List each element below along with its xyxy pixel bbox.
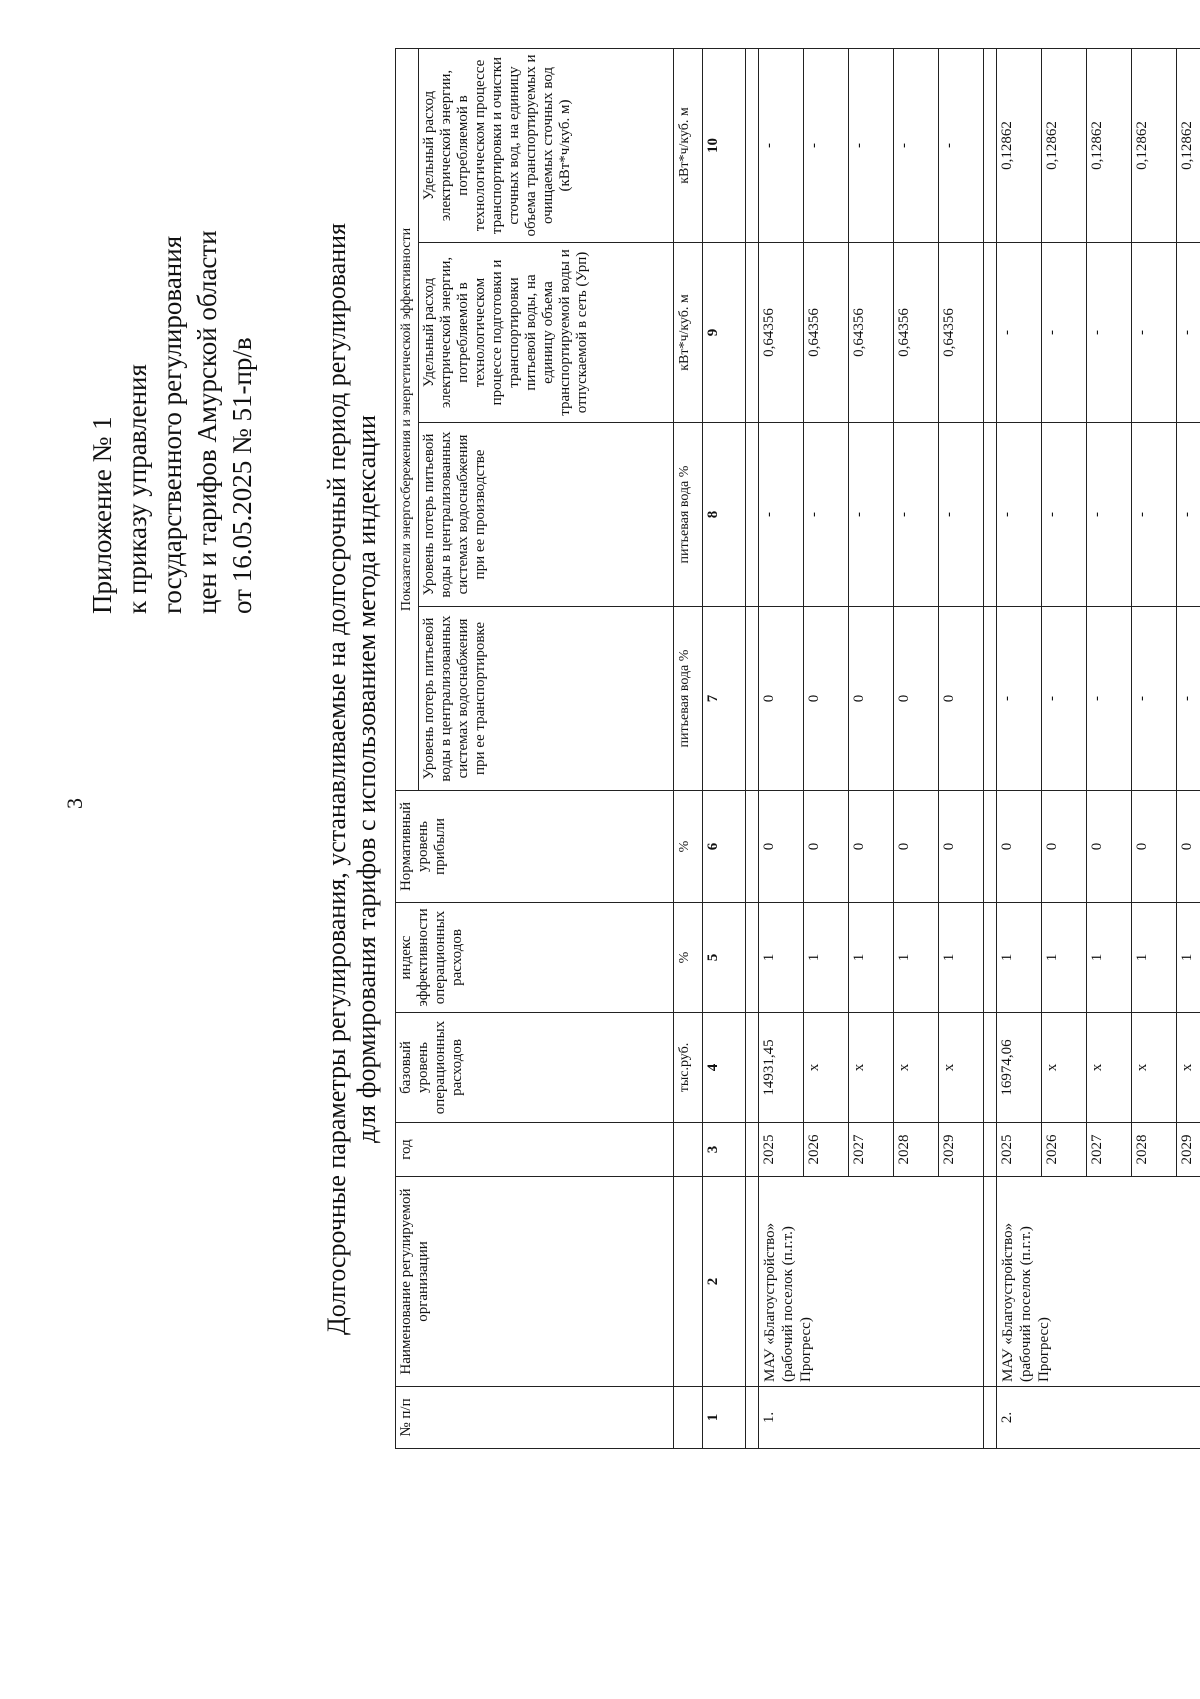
separator-cell [746, 423, 759, 607]
table-cell: х [1177, 1013, 1200, 1123]
table-cell: - [1177, 607, 1200, 791]
table-cell: - [759, 48, 804, 242]
table-row [997, 48, 1042, 1448]
table-cell: - [997, 607, 1042, 791]
table-cell: 0,12862 [1087, 48, 1132, 242]
table-cell: - [804, 423, 849, 607]
table-cell: - [849, 423, 894, 607]
table-cell: 1 [894, 903, 939, 1013]
table-cell: 2026 [804, 1123, 849, 1177]
header-profit-level: Нормативный уровень прибыли [396, 791, 674, 903]
header-base-opex: базовый уровень операционных расходов [396, 1013, 674, 1123]
column-number: 3 [703, 1123, 746, 1177]
table-cell: 0 [759, 791, 804, 903]
appendix-line: цен и тарифов Амурской области [192, 230, 222, 614]
header-efficiency-index: индекс эффективности операционных расходов [396, 903, 674, 1013]
table-cell: 0 [894, 607, 939, 791]
separator-cell [984, 1177, 997, 1387]
separator-cell [984, 607, 997, 791]
table-cell: 0,64356 [804, 243, 849, 423]
header-loss-production: Уровень потерь питьевой воды в централизованных системах водоснабжения при ее производстве [419, 423, 674, 607]
table-cell: х [804, 1013, 849, 1123]
table-cell: 1 [1087, 903, 1132, 1013]
unit-cell: питьевая вода % [674, 423, 703, 607]
table-cell: 0 [1087, 791, 1132, 903]
column-number: 10 [703, 48, 746, 242]
header-energy-group: Показатели энергосбережения и энергетической эффективности [396, 48, 419, 790]
table-row [759, 48, 804, 1448]
unit-cell: питьевая вода % [674, 607, 703, 791]
table-cell: 0,12862 [1177, 48, 1200, 242]
appendix-line: от 16.05.2025 № 51-пр/в [227, 337, 257, 614]
unit-cell: тыс.руб. [674, 1013, 703, 1123]
table-cell: 0 [849, 791, 894, 903]
appendix-line: к приказу управления [122, 364, 152, 614]
unit-cell: % [674, 903, 703, 1013]
header-energy-water: Удельный расход электрической энергии, потребляемой в технологическом процессе подготовки и транспортировки питьевой воды, на единицу объема транспортируемой воды и отпускаемой в сеть (Урп) [419, 243, 674, 423]
table-cell: 1 [1132, 903, 1177, 1013]
table-cell: 2027 [1087, 1123, 1132, 1177]
table-cell: 0,64356 [939, 243, 984, 423]
table-cell: х [1042, 1013, 1087, 1123]
appendix-line: Приложение № 1 [87, 416, 117, 614]
table-cell: х [894, 1013, 939, 1123]
table-cell: 0 [1042, 791, 1087, 903]
header-org: Наименование регулируемой организации [396, 1177, 674, 1387]
column-number: 7 [703, 607, 746, 791]
table-cell: х [849, 1013, 894, 1123]
table-cell: 2029 [939, 1123, 984, 1177]
table-cell: - [849, 48, 894, 242]
table-cell: - [939, 48, 984, 242]
header-num: № п/п [396, 1387, 674, 1449]
table-cell: 0 [1177, 791, 1200, 903]
table-cell: 2026 [1042, 1123, 1087, 1177]
page-number: 3 [62, 798, 87, 809]
table-cell: 2025 [759, 1123, 804, 1177]
separator-cell [984, 423, 997, 607]
table-cell: - [1042, 243, 1087, 423]
table-cell: 0,64356 [759, 243, 804, 423]
table-cell: 0,64356 [894, 243, 939, 423]
table-cell: - [1042, 423, 1087, 607]
title-line-2: для формирования тарифов с использованием метода индексации [352, 414, 381, 1144]
table-cell: 1 [804, 903, 849, 1013]
table-cell: 0 [759, 607, 804, 791]
separator-cell [746, 903, 759, 1013]
table-cell: - [1132, 423, 1177, 607]
column-number: 9 [703, 243, 746, 423]
separator-cell [984, 903, 997, 1013]
unit-cell: кВт*ч/куб. м [674, 243, 703, 423]
table-cell: 0 [804, 791, 849, 903]
table-cell: х [1132, 1013, 1177, 1123]
row-number: 1. [759, 1387, 984, 1449]
parameters-table [395, 48, 1200, 1449]
table-cell: - [1042, 607, 1087, 791]
organization-name: МАУ «Благоустройство» (рабочий поселок (п.г.т.) Прогресс) [759, 1177, 984, 1387]
table-body [746, 48, 1200, 1448]
table-cell: - [997, 243, 1042, 423]
table-cell: 1 [1042, 903, 1087, 1013]
table-cell: х [939, 1013, 984, 1123]
separator-cell [984, 243, 997, 423]
separator-cell [746, 48, 759, 242]
table-cell: 2025 [997, 1123, 1042, 1177]
table-cell: - [939, 423, 984, 607]
separator-cell [746, 1387, 759, 1449]
table-cell: 14931,45 [759, 1013, 804, 1123]
column-number: 2 [703, 1177, 746, 1387]
separator-cell [984, 48, 997, 242]
table-cell: - [1177, 243, 1200, 423]
row-number: 2. [997, 1387, 1200, 1449]
table-cell: - [1087, 607, 1132, 791]
table-cell: 0 [939, 791, 984, 903]
unit-cell [674, 1387, 703, 1449]
title-line-1: Долгосрочные параметры регулирования, устанавливаемые на долгосрочный период регулирования [322, 222, 351, 1336]
table-cell: 1 [849, 903, 894, 1013]
table-cell: 0,12862 [1042, 48, 1087, 242]
table-cell: 2029 [1177, 1123, 1200, 1177]
table-cell: 2028 [1132, 1123, 1177, 1177]
separator-cell [984, 1123, 997, 1177]
table-cell: 0 [849, 607, 894, 791]
table-cell: - [997, 423, 1042, 607]
table-cell: 1 [759, 903, 804, 1013]
table-cell: 0 [939, 607, 984, 791]
table-cell: 0,12862 [997, 48, 1042, 242]
table-cell: 0 [804, 607, 849, 791]
table-cell: - [894, 423, 939, 607]
separator-cell [746, 607, 759, 791]
table-cell: - [1087, 423, 1132, 607]
separator-cell [746, 791, 759, 903]
table-cell: 0,12862 [1132, 48, 1177, 242]
table-cell: 1 [939, 903, 984, 1013]
table-cell: - [804, 48, 849, 242]
separator-cell [984, 1013, 997, 1123]
document-title [322, 59, 382, 1499]
table-cell: х [1087, 1013, 1132, 1123]
separator-cell [984, 1387, 997, 1449]
unit-cell: % [674, 791, 703, 903]
unit-cell [674, 1177, 703, 1387]
column-number: 8 [703, 423, 746, 607]
table-cell: - [1132, 243, 1177, 423]
table-cell: 0,64356 [849, 243, 894, 423]
organization-name: МАУ «Благоустройство» (рабочий поселок (п.г.т.) Прогресс) [997, 1177, 1200, 1387]
column-number: 6 [703, 791, 746, 903]
header-loss-transport: Уровень потерь питьевой воды в централизованных системах водоснабжения при ее транспортировке [419, 607, 674, 791]
group-separator [984, 48, 997, 1448]
table-cell: - [1087, 243, 1132, 423]
separator-cell [746, 1123, 759, 1177]
column-number: 5 [703, 903, 746, 1013]
table-cell: 1 [997, 903, 1042, 1013]
table-cell: 0 [894, 791, 939, 903]
table-cell: 0 [997, 791, 1042, 903]
separator-cell [984, 791, 997, 903]
unit-cell: кВт*ч/куб. м [674, 48, 703, 242]
table-cell: 16974,06 [997, 1013, 1042, 1123]
appendix-block [85, 54, 260, 614]
header-year: год [396, 1123, 674, 1177]
table-cell: 0 [1132, 791, 1177, 903]
table-cell: 2027 [849, 1123, 894, 1177]
column-number: 1 [703, 1387, 746, 1449]
column-number: 4 [703, 1013, 746, 1123]
separator-cell [746, 243, 759, 423]
header-energy-sewage: Удельный расход электрической энергии, потребляемой в технологическом процессе транспортировки и очистки сточных вод, на единицу объема транспортируемых и очищаемых сточных вод (кВт*ч/куб. м) [419, 48, 674, 242]
table-cell: - [894, 48, 939, 242]
table-cell: - [1132, 607, 1177, 791]
table-cell: - [759, 423, 804, 607]
group-separator [746, 48, 759, 1448]
table-cell: 1 [1177, 903, 1200, 1013]
separator-cell [746, 1177, 759, 1387]
unit-cell [674, 1123, 703, 1177]
table-cell: 2028 [894, 1123, 939, 1177]
table-cell: - [1177, 423, 1200, 607]
separator-cell [746, 1013, 759, 1123]
appendix-line: государственного регулирования [157, 235, 187, 614]
